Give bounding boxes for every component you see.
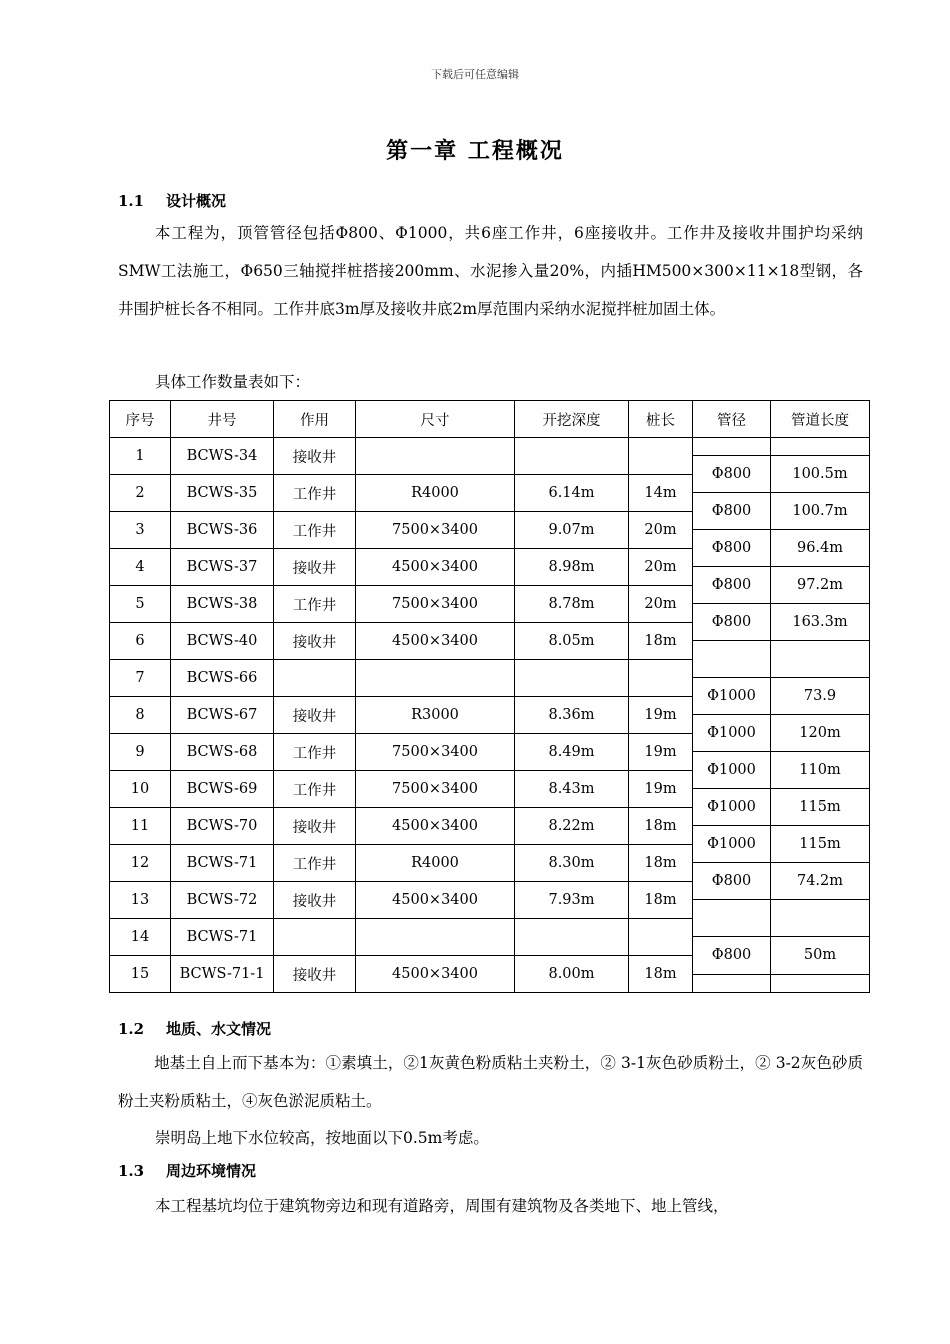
section-title: 周边环境情况 [166, 1162, 257, 1180]
cell-pipe-diameter [693, 438, 771, 456]
column-header: 尺寸 [356, 401, 515, 438]
column-header: 序号 [110, 401, 171, 438]
cell-no: 13 [110, 882, 171, 919]
cell-size: 7500×3400 [356, 771, 515, 808]
column-header: 桩长 [629, 401, 693, 438]
cell-pipe-length [771, 438, 870, 456]
cell-size: 4500×3400 [356, 882, 515, 919]
cell-pipe-diameter: Φ800 [693, 530, 771, 567]
cell-no: 1 [110, 438, 171, 475]
cell-well: BCWS-35 [171, 475, 274, 512]
cell-no: 15 [110, 956, 171, 993]
cell-well: BCWS-68 [171, 734, 274, 771]
cell-pipe-diameter: Φ1000 [693, 789, 771, 826]
cell-pipe-length: 100.5m [771, 456, 870, 493]
cell-role [274, 919, 356, 956]
cell-size: 4500×3400 [356, 549, 515, 586]
cell-well: BCWS-72 [171, 882, 274, 919]
cell-depth: 8.30m [515, 845, 629, 882]
cell-no: 2 [110, 475, 171, 512]
cell-pile: 20m [629, 549, 693, 586]
cell-depth: 7.93m [515, 882, 629, 919]
table-row [110, 438, 870, 456]
cell-pile: 18m [629, 956, 693, 993]
cell-no: 10 [110, 771, 171, 808]
cell-size: 4500×3400 [356, 956, 515, 993]
section-heading-1-1 [118, 190, 226, 211]
cell-pile: 20m [629, 586, 693, 623]
cell-depth: 8.00m [515, 956, 629, 993]
cell-pile [629, 919, 693, 956]
section-number: 1.3 [118, 1162, 145, 1180]
cell-pipe-diameter: Φ1000 [693, 678, 771, 715]
cell-size: R3000 [356, 697, 515, 734]
cell-pipe-length [771, 641, 870, 678]
cell-well: BCWS-34 [171, 438, 274, 475]
cell-no: 3 [110, 512, 171, 549]
cell-size [356, 438, 515, 475]
cell-no: 7 [110, 660, 171, 697]
section-heading-1-3 [118, 1160, 256, 1181]
section-title: 设计概况 [166, 192, 227, 210]
paragraph-text: 本工程为，顶管管径包括Φ800、Φ1000，共6座工作井，6座接收井。工作井及接收井围护均采纳SMW工法施工，Φ650三轴搅拌桩搭接200mm、水泥掺入量20%，内插HM500×300×11×18型钢，各井围护桩长各不相同。工作井底3m厚及接收井底2m厚范围内采纳水泥搅拌桩加固土体。 [118, 224, 863, 318]
cell-pipe-diameter: Φ800 [693, 456, 771, 493]
cell-well: BCWS-69 [171, 771, 274, 808]
column-header: 井号 [171, 401, 274, 438]
cell-pipe-length: 74.2m [771, 863, 870, 900]
cell-pipe-diameter: Φ800 [693, 567, 771, 604]
section-heading-1-2 [118, 1018, 271, 1039]
cell-pipe-length: 115m [771, 789, 870, 826]
cell-size: 7500×3400 [356, 512, 515, 549]
cell-role: 接收井 [274, 808, 356, 845]
cell-pipe-length [771, 900, 870, 937]
cell-role: 接收井 [274, 697, 356, 734]
cell-well: BCWS-40 [171, 623, 274, 660]
cell-no: 9 [110, 734, 171, 771]
cell-pile: 20m [629, 512, 693, 549]
cell-pile: 19m [629, 771, 693, 808]
paragraph-text: 地基土自上而下基本为：①素填土，②1灰黄色粉质粘土夹粉土，② 3-1灰色砂质粉土，② 3-2灰色砂质粉土夹粉质粘土，④灰色淤泥质粘土。 [118, 1054, 863, 1110]
cell-depth: 8.78m [515, 586, 629, 623]
groundwater-text: 崇明岛上地下水位较高，按地面以下0.5m考虑。 [155, 1129, 489, 1147]
cell-no: 5 [110, 586, 171, 623]
geology-paragraph [118, 1044, 863, 1120]
cell-depth: 9.07m [515, 512, 629, 549]
column-header: 开挖深度 [515, 401, 629, 438]
cell-pile: 14m [629, 475, 693, 512]
cell-depth: 6.14m [515, 475, 629, 512]
cell-pipe-length: 115m [771, 826, 870, 863]
cell-role: 接收井 [274, 882, 356, 919]
cell-size: 7500×3400 [356, 734, 515, 771]
cell-well: BCWS-71 [171, 845, 274, 882]
cell-pipe-diameter [693, 641, 771, 678]
cell-pipe-length: 97.2m [771, 567, 870, 604]
cell-no: 11 [110, 808, 171, 845]
cell-well: BCWS-38 [171, 586, 274, 623]
environment-text: 本工程基坑均位于建筑物旁边和现有道路旁，周围有建筑物及各类地下、地上管线， [155, 1197, 729, 1215]
cell-role [274, 660, 356, 697]
section-number: 1.1 [118, 192, 145, 210]
cell-role: 工作井 [274, 512, 356, 549]
chapter-title: 第一章 工程概况 [386, 138, 564, 164]
cell-role: 工作井 [274, 586, 356, 623]
cell-role: 工作井 [274, 845, 356, 882]
design-overview-paragraph [118, 214, 863, 328]
cell-pipe-length: 73.9 [771, 678, 870, 715]
cell-well: BCWS-71 [171, 919, 274, 956]
work-quantity-table [109, 400, 870, 993]
cell-no: 4 [110, 549, 171, 586]
cell-size: 4500×3400 [356, 623, 515, 660]
cell-pipe-diameter: Φ800 [693, 604, 771, 641]
cell-pipe-diameter: Φ800 [693, 863, 771, 900]
cell-pipe-length [771, 974, 870, 993]
cell-well: BCWS-36 [171, 512, 274, 549]
cell-depth [515, 919, 629, 956]
cell-role: 接收井 [274, 956, 356, 993]
cell-depth: 8.05m [515, 623, 629, 660]
cell-pipe-diameter [693, 974, 771, 993]
cell-size [356, 919, 515, 956]
cell-pipe-length: 120m [771, 715, 870, 752]
cell-size [356, 660, 515, 697]
cell-pipe-diameter: Φ1000 [693, 752, 771, 789]
cell-well: BCWS-37 [171, 549, 274, 586]
cell-well: BCWS-70 [171, 808, 274, 845]
cell-size: 4500×3400 [356, 808, 515, 845]
cell-depth: 8.36m [515, 697, 629, 734]
cell-well: BCWS-67 [171, 697, 274, 734]
cell-role: 接收井 [274, 549, 356, 586]
cell-pipe-length: 50m [771, 937, 870, 975]
cell-pile: 18m [629, 845, 693, 882]
cell-size: R4000 [356, 475, 515, 512]
cell-well: BCWS-71-1 [171, 956, 274, 993]
cell-pipe-length: 110m [771, 752, 870, 789]
cell-pile [629, 438, 693, 475]
cell-well: BCWS-66 [171, 660, 274, 697]
cell-depth: 8.98m [515, 549, 629, 586]
cell-size: 7500×3400 [356, 586, 515, 623]
cell-pipe-diameter: Φ1000 [693, 715, 771, 752]
section-number: 1.2 [118, 1020, 145, 1038]
section-title: 地质、水文情况 [166, 1020, 272, 1038]
cell-pile: 18m [629, 623, 693, 660]
cell-role: 接收井 [274, 438, 356, 475]
cell-pipe-diameter [693, 900, 771, 937]
cell-pile [629, 660, 693, 697]
cell-pile: 19m [629, 734, 693, 771]
cell-pipe-length: 163.3m [771, 604, 870, 641]
table-header-row [110, 401, 870, 438]
cell-role: 工作井 [274, 771, 356, 808]
column-header: 管道长度 [771, 401, 870, 438]
cell-pipe-diameter: Φ800 [693, 937, 771, 975]
cell-depth [515, 438, 629, 475]
cell-depth [515, 660, 629, 697]
cell-depth: 8.22m [515, 808, 629, 845]
cell-no: 14 [110, 919, 171, 956]
cell-pile: 19m [629, 697, 693, 734]
cell-pipe-diameter: Φ800 [693, 493, 771, 530]
header-note: 下载后可任意编辑 [431, 68, 519, 81]
column-header: 作用 [274, 401, 356, 438]
cell-depth: 8.49m [515, 734, 629, 771]
cell-pile: 18m [629, 808, 693, 845]
cell-role: 工作井 [274, 734, 356, 771]
cell-role: 工作井 [274, 475, 356, 512]
cell-no: 8 [110, 697, 171, 734]
cell-size: R4000 [356, 845, 515, 882]
column-header: 管径 [693, 401, 771, 438]
cell-no: 6 [110, 623, 171, 660]
table-intro: 具体工作数量表如下： [155, 373, 311, 391]
cell-no: 12 [110, 845, 171, 882]
cell-pipe-length: 100.7m [771, 493, 870, 530]
cell-pipe-length: 96.4m [771, 530, 870, 567]
cell-role: 接收井 [274, 623, 356, 660]
cell-depth: 8.43m [515, 771, 629, 808]
cell-pipe-diameter: Φ1000 [693, 826, 771, 863]
cell-pile: 18m [629, 882, 693, 919]
